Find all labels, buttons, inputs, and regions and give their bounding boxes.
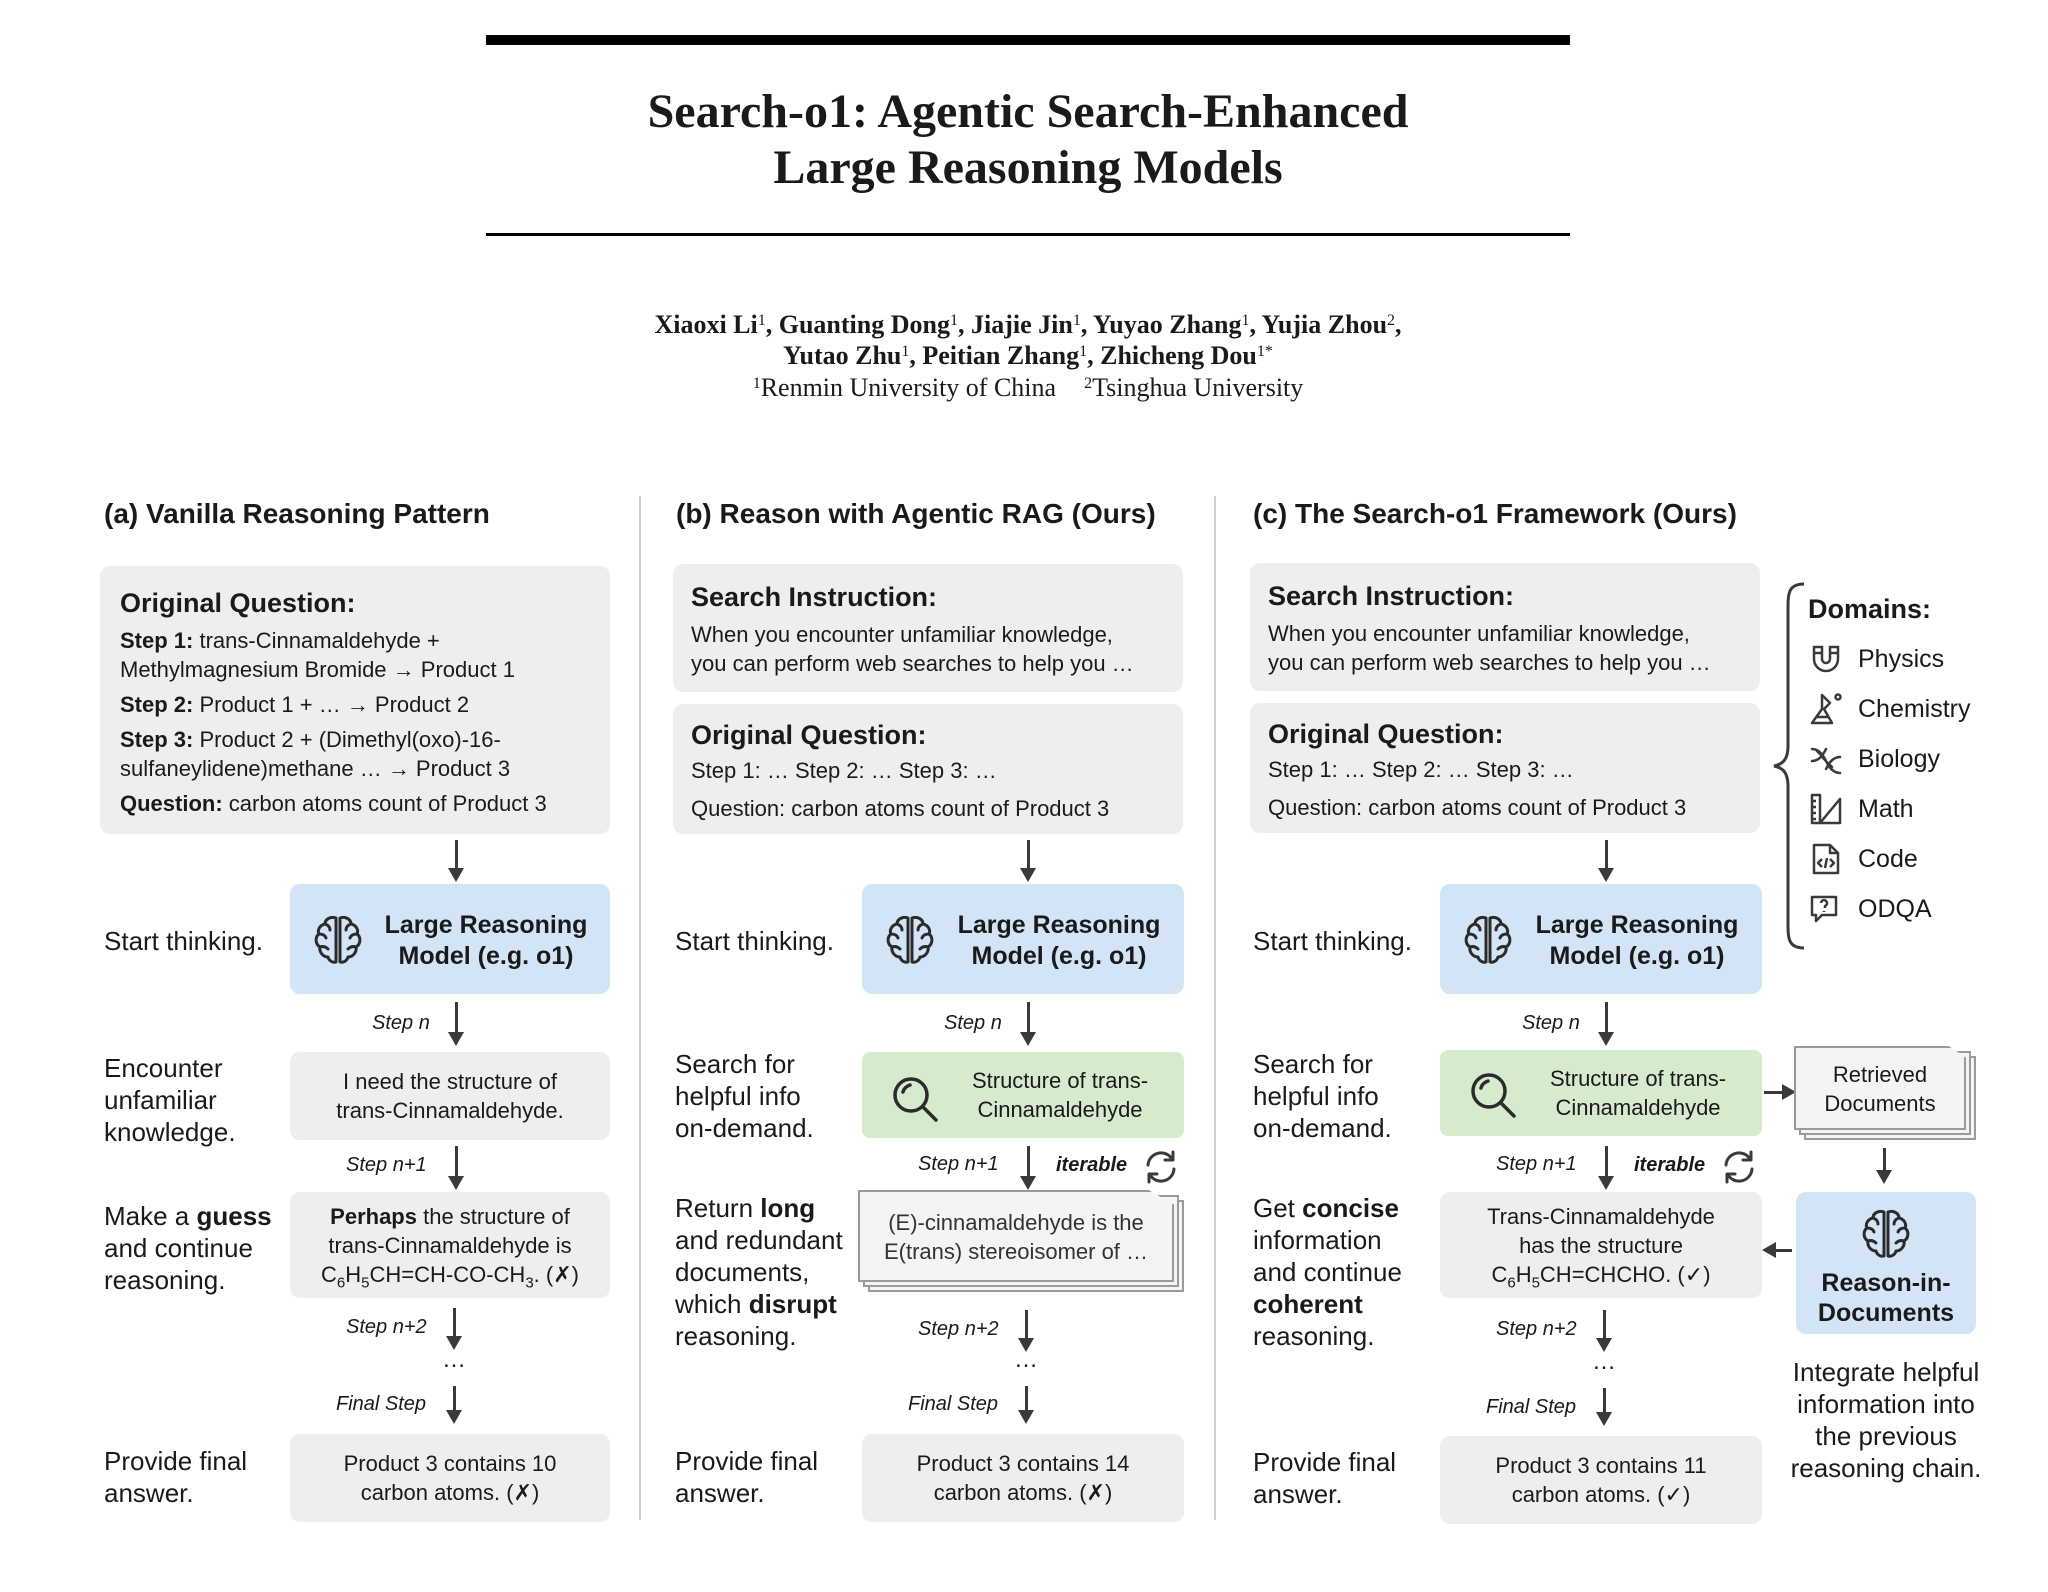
domain-label: Biology: [1858, 744, 1940, 773]
answer-text: [862, 1449, 1184, 1507]
step-text: sulfaneylidene)methane … → Product 3: [120, 756, 511, 781]
domains-title: Domains:: [1808, 594, 1932, 624]
domain-item-code: [1808, 834, 1971, 884]
text-line: Product 3 contains 11: [1495, 1453, 1707, 1478]
text-line: carbon atoms. (✗): [933, 1480, 1113, 1505]
label-line: Encounter: [104, 1053, 223, 1083]
flow-arrow: [1605, 1146, 1608, 1186]
model-label-line: Model (e.g. o1): [398, 942, 574, 970]
step-n1-label: Step n+1: [1496, 1153, 1577, 1175]
text-line: information into: [1797, 1389, 1975, 1419]
author-affiliation: 1: [949, 312, 958, 329]
affiliation-name: Tsinghua University: [1092, 373, 1304, 402]
label-line: on-demand.: [675, 1113, 814, 1143]
author: Zhicheng Dou: [1100, 341, 1257, 370]
flow-arrow: [1025, 1310, 1028, 1348]
answer-box: [862, 1434, 1184, 1522]
label-line: helpful info: [1253, 1081, 1379, 1111]
box-title: Original Question:: [691, 720, 927, 750]
label-line: and continue: [1253, 1257, 1402, 1287]
text-line: Retrieved: [1832, 1062, 1928, 1087]
text-line: Documents: [1817, 1299, 1955, 1327]
question-steps: [120, 626, 600, 818]
iterable-label: iterable: [1634, 1154, 1706, 1176]
question-label: Question:: [120, 791, 223, 816]
question-text: Question: carbon atoms count of Product 3: [691, 796, 1110, 821]
search-on-demand-label: [675, 1048, 814, 1144]
final-step-label: Final Step: [908, 1393, 999, 1415]
box-title: Original Question:: [120, 588, 356, 618]
final-answer-label: [675, 1445, 818, 1509]
code-file-icon: [1808, 841, 1844, 877]
text-line: When you encounter unfamiliar knowledge,: [691, 622, 1113, 647]
text-line: Product 3 contains 10: [343, 1451, 557, 1476]
paper-title-line1: Search-o1: Agentic Search-Enhanced: [647, 85, 1409, 138]
author: Peitian Zhang: [922, 341, 1080, 370]
text-line: E(trans) stereoisomer of …: [883, 1239, 1149, 1264]
instruction-text: [1268, 619, 1711, 677]
text-line: trans-Cinnamaldehyde.: [336, 1098, 564, 1123]
title-top-rule: [486, 35, 1570, 45]
step-n2-label: Step n+2: [918, 1318, 999, 1340]
label-line: Provide final: [675, 1446, 819, 1476]
author: Yutao Zhu: [783, 341, 902, 370]
text-line: Structure of trans-: [971, 1068, 1149, 1093]
flow-arrow-right: [1764, 1091, 1792, 1094]
domain-item-math: [1808, 784, 1971, 834]
step-n-label: Step n: [1522, 1012, 1580, 1034]
author-affiliation: 2: [1387, 312, 1396, 329]
text-line: Integrate helpful: [1792, 1357, 1980, 1387]
domain-label: Physics: [1858, 644, 1945, 673]
model-label: [944, 910, 1174, 972]
flow-arrow: [455, 840, 458, 878]
original-question-box: [100, 566, 610, 834]
text-line: you can perform web searches to help you …: [691, 651, 1134, 676]
step-label: Step 3:: [120, 727, 194, 752]
domains-brace: [1770, 580, 1810, 957]
model-box: [290, 884, 610, 994]
model-label-line: Model (e.g. o1): [1549, 942, 1725, 970]
text-line: (E)-cinnamaldehyde is the: [888, 1210, 1144, 1235]
paper-title-line2: Large Reasoning Models: [773, 141, 1283, 194]
chat-question-icon: [1808, 891, 1844, 927]
dna-icon: [1808, 741, 1844, 777]
text: the structure of: [416, 1204, 570, 1229]
panel-title: (c) The Search-o1 Framework (Ours): [1253, 498, 1737, 529]
text-line: the previous: [1815, 1421, 1957, 1451]
step-text: trans-Cinnamaldehyde +: [193, 628, 440, 653]
retrieved-label: [1794, 1060, 1966, 1118]
guess-text: [290, 1202, 610, 1297]
start-thinking-label: Start thinking.: [675, 926, 834, 956]
label-emphasis: guess: [196, 1201, 272, 1231]
text-line: Reason-in-: [1821, 1269, 1951, 1297]
panel-title: (a) Vanilla Reasoning Pattern: [104, 498, 490, 529]
domain-label: Code: [1858, 844, 1918, 873]
author-affiliation: 1: [757, 312, 766, 329]
original-question-box: [1250, 703, 1760, 833]
guess-label: [104, 1200, 272, 1296]
step-n-label: Step n: [372, 1012, 430, 1034]
step-n1-label: Step n+1: [346, 1154, 427, 1176]
flow-arrow: [453, 1386, 456, 1420]
label-line: Search for: [1253, 1049, 1373, 1079]
retrieved-documents-stack: [1794, 1046, 1978, 1142]
step-label: Step 1:: [120, 628, 194, 653]
search-icon: [1468, 1070, 1518, 1120]
domain-item-physics: [1808, 634, 1971, 684]
guess-box: [290, 1192, 610, 1298]
title-bottom-rule: [486, 233, 1570, 236]
loop-icon: [1142, 1148, 1180, 1186]
label-line: Provide final: [1253, 1447, 1397, 1477]
ellipsis: …: [1014, 1346, 1040, 1373]
ruler-icon: [1808, 791, 1844, 827]
author-list-line1: Xiaoxi Li$^1$, Guanting Dong$^1$, Jiajie Jin$^1$, Yuyao Zhang$^1$, Yujia Zhou$^2$,: [654, 310, 1402, 339]
step-n-label: Step n: [944, 1012, 1002, 1034]
affiliation-name: Renmin University of China: [760, 373, 1057, 402]
brain-icon: [1858, 1206, 1914, 1262]
author-affiliation: 1*: [1256, 343, 1273, 360]
text-line: Product 3 contains 14: [916, 1451, 1130, 1476]
label-line: reasoning.: [104, 1265, 226, 1295]
ellipsis: …: [442, 1346, 468, 1373]
author-list-line2: Yutao Zhu$^1$, Peitian Zhang$^1$, Zhicheng Dou$^{1*}$: [783, 341, 1273, 370]
iterable-label: iterable: [1056, 1154, 1128, 1176]
formula: $C_6H_5CH=CH-CO-CH_3$. (✗): [321, 1262, 579, 1292]
label-line: information: [1253, 1225, 1382, 1255]
label-text: Get: [1253, 1193, 1303, 1223]
step-n1-label: Step n+1: [918, 1153, 999, 1175]
return-documents-label: [675, 1192, 843, 1352]
reason-in-documents-box: [1796, 1192, 1976, 1334]
author: Xiaoxi Li: [654, 310, 758, 339]
query-text: [1524, 1064, 1752, 1122]
final-step-label: Final Step: [336, 1393, 427, 1415]
model-label-line: Large Reasoning: [384, 911, 588, 939]
brain-icon: [882, 912, 938, 968]
author: Yujia Zhou: [1261, 310, 1388, 339]
flow-arrow: [1605, 840, 1608, 878]
flow-arrow: [1027, 1146, 1030, 1186]
affiliation-number: 1: [752, 375, 761, 392]
rid-label: [1796, 1268, 1976, 1328]
label-line: Provide final: [104, 1446, 248, 1476]
concise-info-label: [1253, 1192, 1402, 1352]
domain-item-odqa: [1808, 884, 1971, 934]
result-box: [1440, 1192, 1762, 1298]
thought-text: [290, 1067, 610, 1125]
flow-arrow-left: [1766, 1249, 1792, 1252]
affiliation-number: 2: [1084, 375, 1093, 392]
label-line: and redundant: [675, 1225, 843, 1255]
text-line: When you encounter unfamiliar knowledge,: [1268, 621, 1690, 646]
text-line: reasoning chain.: [1790, 1453, 1982, 1483]
label-text: which: [675, 1289, 749, 1319]
label-line: documents,: [675, 1257, 810, 1287]
model-label-line: Model (e.g. o1): [971, 942, 1147, 970]
label-emphasis: disrupt: [748, 1289, 837, 1319]
flow-arrow: [455, 1146, 458, 1186]
flow-arrow: [1025, 1386, 1028, 1420]
integrate-caption: [1776, 1356, 1996, 1484]
label-text: Return: [675, 1193, 761, 1223]
label-line: unfamiliar: [104, 1085, 217, 1115]
step-text: Product 1 + … → Product 2: [193, 692, 470, 717]
author-affiliation: 1: [1241, 312, 1250, 329]
step-text: Product 2 + (Dimethyl(oxo)-16-: [193, 727, 501, 752]
step-label: Step 2:: [120, 692, 194, 717]
ellipsis: …: [1592, 1348, 1618, 1375]
long-documents-stack: [858, 1190, 1188, 1298]
label-line: answer.: [675, 1478, 765, 1508]
panel-title: (b) Reason with Agentic RAG (Ours): [676, 498, 1156, 529]
author: Jiajie Jin: [970, 310, 1073, 339]
original-question-box: [673, 704, 1183, 834]
search-on-demand-label: [1253, 1048, 1392, 1144]
step-n2-label: Step n+2: [346, 1316, 427, 1338]
label-text: Make a: [104, 1201, 197, 1231]
text-line: I need the structure of: [342, 1069, 558, 1094]
final-answer-label: [1253, 1446, 1396, 1510]
author-affiliation: 1: [1079, 343, 1088, 360]
text-line: Cinnamaldehyde: [1555, 1095, 1721, 1120]
label-line: reasoning.: [675, 1321, 797, 1351]
flow-arrow: [1605, 1002, 1608, 1042]
final-answer-label: [104, 1445, 247, 1509]
model-box: [862, 884, 1184, 994]
brain-icon: [310, 912, 366, 968]
flow-arrow: [1027, 1002, 1030, 1042]
answer-text: [1440, 1451, 1762, 1509]
model-label: [1522, 910, 1752, 972]
flow-arrow: [1027, 840, 1030, 878]
step-n2-label: Step n+2: [1496, 1318, 1577, 1340]
brain-icon: [1460, 912, 1516, 968]
model-label-line: Large Reasoning: [957, 911, 1161, 939]
model-label: [372, 910, 600, 972]
model-box: [1440, 884, 1762, 994]
flask-icon: [1808, 691, 1844, 727]
flow-arrow: [1603, 1310, 1606, 1348]
label-line: answer.: [1253, 1479, 1343, 1509]
label-line: helpful info: [675, 1081, 801, 1111]
domain-item-biology: [1808, 734, 1971, 784]
flow-arrow: [455, 1002, 458, 1042]
label-line: Search for: [675, 1049, 795, 1079]
final-step-label: Final Step: [1486, 1396, 1577, 1418]
domain-label: Chemistry: [1858, 694, 1971, 723]
label-line: on-demand.: [1253, 1113, 1392, 1143]
encounter-label: [104, 1052, 236, 1148]
box-title: Original Question:: [1268, 719, 1504, 749]
start-thinking-label: Start thinking.: [1253, 926, 1412, 956]
affiliations: [486, 372, 1570, 403]
box-title: Search Instruction:: [691, 582, 938, 612]
model-label-line: Large Reasoning: [1535, 911, 1739, 939]
answer-text: [290, 1449, 610, 1507]
result-text: [1440, 1202, 1762, 1297]
text-line: Documents: [1824, 1091, 1936, 1116]
text-line: trans-Cinnamaldehyde is: [328, 1233, 572, 1258]
domains-list: [1808, 634, 1971, 934]
box-title: Search Instruction:: [1268, 581, 1515, 611]
text-line: you can perform web searches to help you …: [1268, 650, 1711, 675]
search-query-box: [1440, 1050, 1762, 1136]
emphasis: Perhaps: [330, 1204, 417, 1229]
search-query-box: [862, 1052, 1184, 1138]
thought-box: [290, 1052, 610, 1140]
panel-separator: [639, 496, 641, 1520]
step-text: Methylmagnesium Bromide → Product 1: [120, 657, 515, 682]
domain-item-chemistry: [1808, 684, 1971, 734]
start-thinking-label: Start thinking.: [104, 926, 263, 956]
flow-arrow: [1883, 1148, 1886, 1180]
search-instruction-box: [673, 564, 1183, 692]
text-line: Structure of trans-: [1549, 1066, 1727, 1091]
search-icon: [890, 1074, 940, 1124]
document-text: [858, 1208, 1174, 1266]
instruction-text: [691, 620, 1134, 678]
author: Guanting Dong: [778, 310, 950, 339]
question-steps: Step 1: … Step 2: … Step 3: …: [1268, 757, 1574, 782]
answer-box: [290, 1434, 610, 1522]
text-line: carbon atoms. (✗): [360, 1480, 540, 1505]
label-emphasis: long: [760, 1193, 816, 1223]
text-line: Cinnamaldehyde: [977, 1097, 1143, 1122]
query-text: [946, 1066, 1174, 1124]
label-line: knowledge.: [104, 1117, 236, 1147]
search-instruction-box: [1250, 563, 1760, 691]
text-line: carbon atoms. (✓): [1511, 1482, 1691, 1507]
author: Yuyao Zhang: [1092, 310, 1242, 339]
magnet-icon: [1808, 641, 1844, 677]
author-affiliation: 1: [901, 343, 910, 360]
answer-box: [1440, 1436, 1762, 1524]
domain-label: Math: [1858, 794, 1914, 823]
loop-icon: [1720, 1148, 1758, 1186]
domain-label: ODQA: [1858, 894, 1932, 923]
panel-separator: [1214, 496, 1216, 1520]
label-line: and continue: [104, 1233, 253, 1263]
label-emphasis: coherent: [1253, 1289, 1363, 1319]
flow-arrow: [453, 1308, 456, 1346]
question-text: Question: carbon atoms count of Product 3: [1268, 795, 1687, 820]
question-text: carbon atoms count of Product 3: [222, 791, 547, 816]
label-emphasis: concise: [1302, 1193, 1399, 1223]
formula: $C_6H_5CH=CHCHO$. (✓): [1491, 1262, 1711, 1292]
question-steps: Step 1: … Step 2: … Step 3: …: [691, 758, 997, 783]
text-line: Trans-Cinnamaldehyde: [1487, 1204, 1715, 1229]
flow-arrow: [1603, 1388, 1606, 1422]
label-line: answer.: [104, 1478, 194, 1508]
text-line: has the structure: [1519, 1233, 1683, 1258]
author-affiliation: 1: [1072, 312, 1081, 329]
label-line: reasoning.: [1253, 1321, 1375, 1351]
